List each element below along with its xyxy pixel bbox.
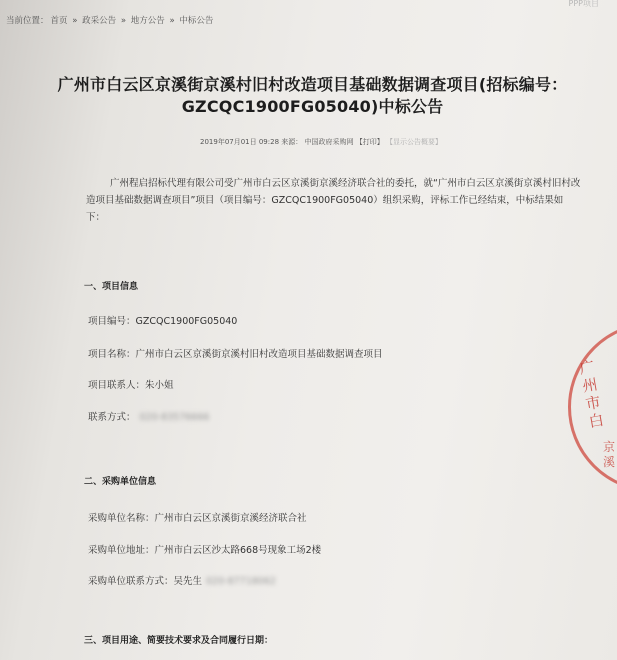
- breadcrumb-separator: »: [120, 16, 127, 26]
- article-meta: [200, 137, 442, 147]
- purchaser-contact: [88, 573, 276, 587]
- source-label: 来源：: [281, 138, 303, 146]
- breadcrumb-item-local[interactable]: 地方公告: [130, 16, 165, 26]
- section-purchaser-heading: 二、采购单位信息: [84, 477, 157, 487]
- purchaser-contact-label: 采购单位联系方式：吴先生: [88, 576, 203, 587]
- publish-datetime: 2019年07月01日 09:28: [200, 138, 280, 146]
- breadcrumb-item-procurement[interactable]: 政采公告: [82, 16, 117, 26]
- project-contact: 项目联系人：朱小姐: [88, 380, 174, 391]
- project-name: 项目名称：广州市白云区京溪街京溪村旧村改造项目基础数据调查项目: [88, 349, 383, 360]
- breadcrumb-prefix: 当前位置：: [6, 16, 49, 26]
- summary-link[interactable]: 【显示公告概要】: [385, 138, 442, 146]
- breadcrumb-separator: »: [169, 16, 175, 26]
- project-phone-value: 020-83576666: [139, 412, 210, 423]
- page-title: 广州市白云区京溪街京溪村旧村改造项目基础数据调查项目(招标编号：GZCQC1900FG05040)中标公告: [57, 75, 568, 116]
- intro-paragraph: 广州程启招标代理有限公司受广州市白云区京溪街京溪经济联合社的委托，就“广州市白云区京溪街京溪村旧村改造项目基础数据调查项目”项目（项目编号：GZCQC1900FG05040）组织采购，评标工作已经结束，中标结果如下：: [86, 178, 581, 223]
- project-number: 项目编号：GZCQC1900FG05040: [88, 316, 238, 327]
- purchaser-address: 采购单位地址：广州市白云区沙太路668号现象工场2楼: [88, 545, 322, 556]
- project-phone-label: 联系方式：: [88, 412, 136, 423]
- project-phone: [88, 409, 209, 423]
- section-project-info-heading: 一、项目信息: [84, 282, 139, 292]
- purchaser-name: 采购单位名称：广州市白云区京溪街京溪经济联合社: [88, 513, 307, 524]
- print-link[interactable]: 【打印】: [355, 138, 384, 146]
- breadcrumb-separator: »: [72, 16, 78, 26]
- ppp-link[interactable]: PPP项目: [568, 0, 599, 8]
- purchaser-contact-value: 020-87718062: [206, 576, 276, 587]
- breadcrumb-item-award[interactable]: 中标公告: [179, 16, 214, 26]
- source-name: 中国政府采购网: [304, 138, 354, 146]
- seal-text-side: 京溪: [603, 440, 616, 469]
- seal-text: 广州市白: [577, 357, 606, 432]
- section-usage-heading: 三、项目用途、简要技术要求及合同履行日期：: [84, 636, 274, 646]
- breadcrumb-item-home[interactable]: 首页: [50, 16, 68, 26]
- breadcrumb: [6, 14, 215, 26]
